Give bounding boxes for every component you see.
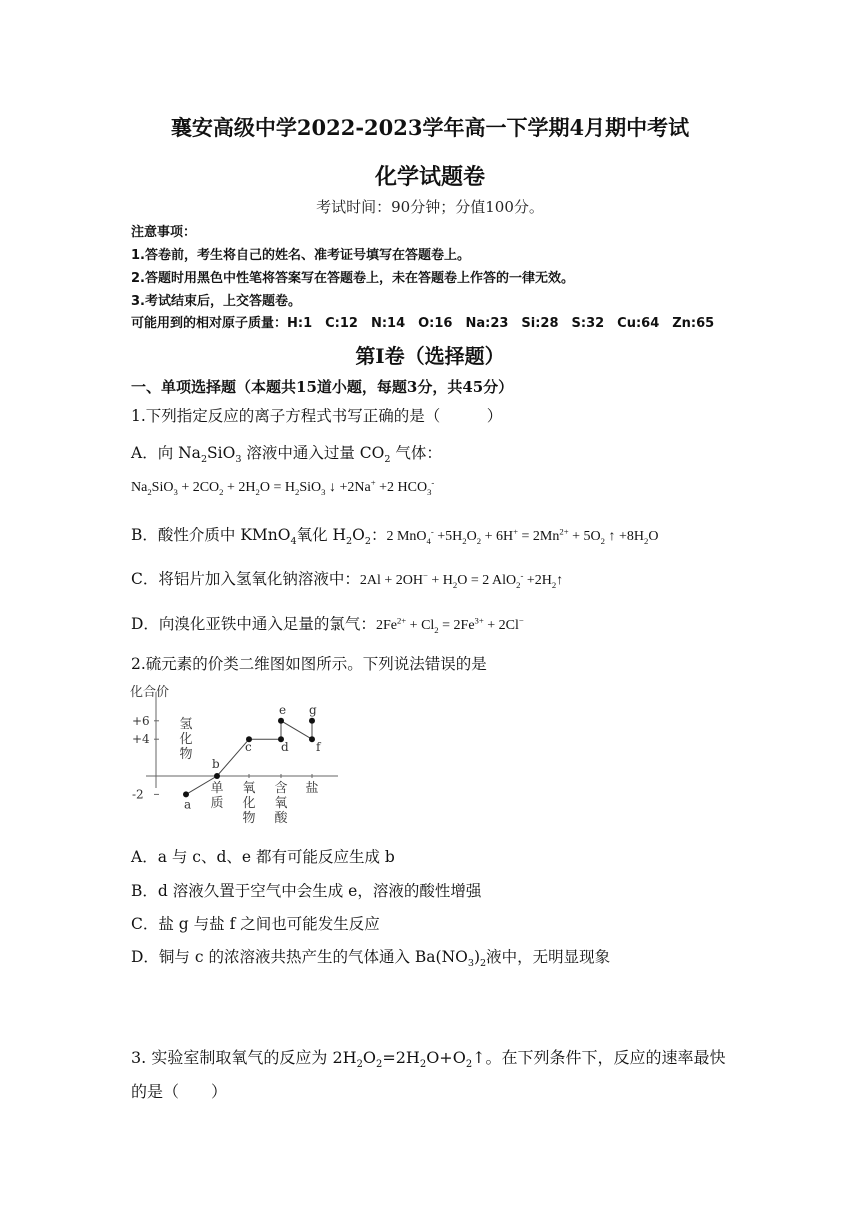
q1-option-d: D．向溴化亚铁中通入足量的氯气：$2Fe^{2+} + Cl_2 = 2Fe^{3+} + 2Cl^-$: [131, 615, 524, 635]
category-label: [179, 717, 192, 762]
point-b: [214, 773, 220, 779]
category-label: [274, 781, 288, 826]
q3-stem-line2: 的是（ ）: [131, 1082, 228, 1101]
category-label: [305, 780, 318, 796]
notice-item-3: 3.考试结束后，上交答题卷。: [131, 294, 301, 309]
exam-subtitle: 化学试题卷: [374, 164, 485, 190]
category-char: 物: [242, 811, 256, 826]
point-g: [309, 718, 315, 724]
category-char: 酸: [274, 811, 288, 826]
q2-option-d: D．铜与 c 的浓溶液共热产生的气体通入 $Ba(NO_3)_2$液中，无明显现象: [131, 948, 611, 970]
q2-option-c: C．盐 g 与盐 f 之间也可能发生反应: [131, 915, 380, 933]
category-char: 物: [179, 747, 193, 762]
category-label: [242, 781, 255, 826]
point-label-e: e: [279, 702, 287, 717]
q1-option-a-equation: $Na_2SiO_3 + 2CO_2 + 2H_2O = H_2SiO_3$ ↓ +2Na+ +2 $HCO_3^-$: [131, 477, 435, 497]
category-char: 含: [274, 781, 288, 796]
q1-option-c: C．将铝片加入氢氧化钠溶液中：$2Al + 2OH^- + H_2O = 2$ $AlO_2^- +2H_2↑$: [131, 570, 564, 590]
q2-stem: 2.硫元素的价类二维图如图所示。下列说法错误的是: [131, 655, 487, 673]
section-title: 一、单项选择题（本题共15道小题，每题3分，共45分）: [131, 378, 514, 396]
point-f: [309, 736, 315, 742]
point-label-a: a: [184, 797, 192, 812]
point-e: [278, 718, 284, 724]
y-tick-label: -2: [132, 787, 144, 802]
point-label-b: b: [212, 757, 220, 771]
notice-heading: 注意事项：: [131, 225, 197, 240]
exam-info: 考试时间：90分钟；分值100分。: [316, 198, 544, 216]
q1-option-b: B．酸性介质中 KMnO$_4$氧化 $H_2O_2$：2 $MnO_4^- +5H_2O_2 + 6H^+ = 2Mn^{2+} + 5O_2$ ↑ $+8H_2O$: [131, 526, 659, 548]
category-label: [210, 781, 223, 811]
sulfur-valence-chart: [128, 684, 360, 834]
notice-item-1: 1.答卷前，考生将自己的姓名、准考证号填写在答题卷上。: [131, 248, 470, 263]
notice-item-2: 2.答题时用黑色中性笔将答案写在答题卷上，未在答题卷上作答的一律无效。: [131, 271, 574, 286]
q2-option-a: A．a 与 c、d、e 都有可能反应生成 b: [131, 848, 395, 866]
category-char: 氧: [242, 781, 256, 796]
q2-option-b: B．d 溶液久置于空气中会生成 e，溶液的酸性增强: [131, 882, 482, 900]
category-char: 化: [242, 796, 256, 811]
category-char: 单: [210, 781, 224, 796]
point-label-f: f: [316, 740, 321, 755]
category-char: 化: [179, 732, 193, 747]
category-char: 氢: [179, 717, 193, 732]
point-label-g: g: [309, 702, 317, 717]
category-char: 盐: [305, 781, 319, 796]
exam-title: 襄安高级中学2022-2023学年高一下学期4月期中考试: [170, 115, 690, 140]
point-label-d: d: [281, 740, 289, 755]
part-title: 第I卷（选择题）: [355, 344, 505, 368]
q1-stem: 1.下列指定反应的离子方程式书写正确的是（ ）: [131, 407, 503, 425]
point-label-c: c: [245, 740, 252, 755]
category-char: 质: [210, 796, 224, 811]
chart-ylabel: 化合价: [130, 685, 170, 700]
q3-stem: 3. 实验室制取氧气的反应为 $2H_2O_2=2H_2O+O_2↑$。在下列条件下，反应的速率最快: [131, 1048, 726, 1071]
category-char: 氧: [274, 796, 288, 811]
atomic-masses: 可能用到的相对原子质量：H:1 C:12 N:14 O:16 Na:23 Si:28 S:32 Cu:64 Zn:65: [131, 316, 715, 331]
y-tick-label: +6: [132, 713, 150, 728]
q1-option-a: A．向 $Na_2SiO_3$ 溶液中通入过量 $CO_2$ 气体：: [131, 444, 442, 466]
y-tick-label: +4: [132, 732, 150, 747]
